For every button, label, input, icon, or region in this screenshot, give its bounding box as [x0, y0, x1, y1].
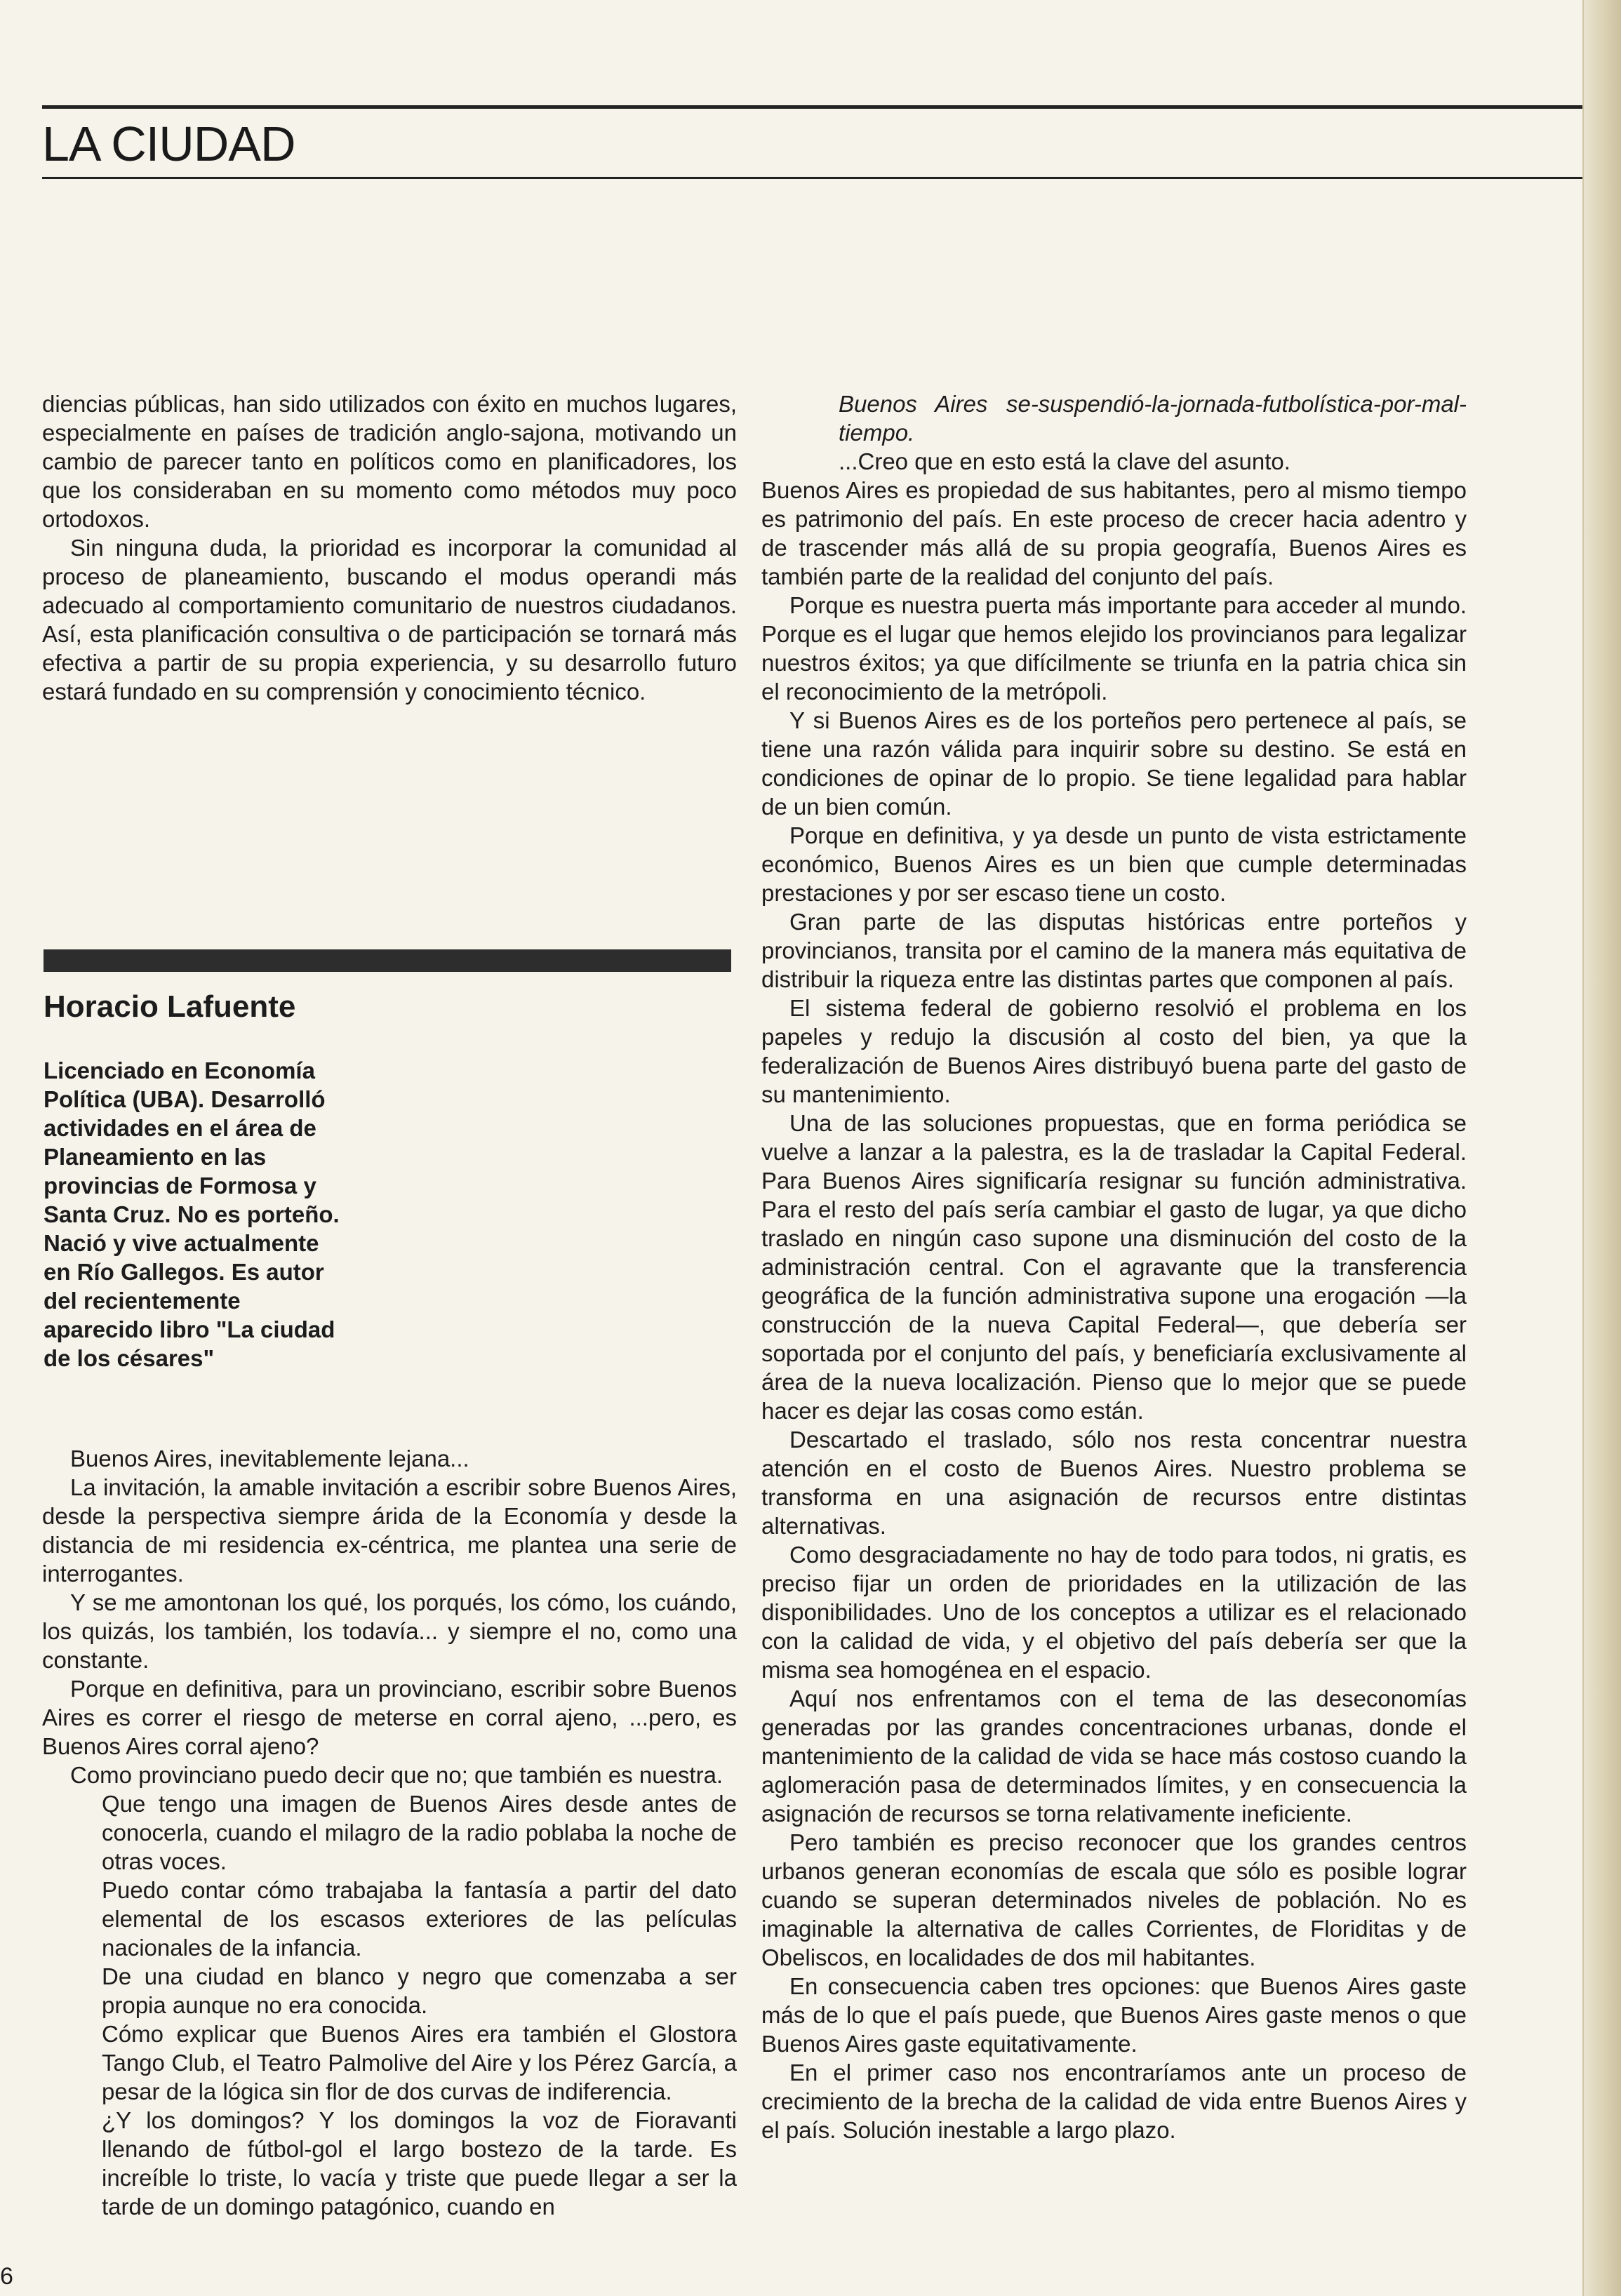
author-divider-bar — [44, 949, 731, 972]
page-edge-fold — [1582, 0, 1621, 2296]
author-bio: Licenciado en Economía Política (UBA). Desarrolló actividades en el área de Planeamiento en las provincias de Formosa y Santa Cruz. No es porteño. Nació y vive actualmente en Río Gallegos. Es autor del recientemente aparecido libro "La ciudad de los césares" — [44, 1057, 340, 1371]
paragraph: La invitación, la amable invitación a escribir sobre Buenos Aires, desde la perspectiva siempre árida de la Economía y desde la distancia de mi residencia ex-céntrica, me plantea una serie de interrogantes. — [42, 1474, 737, 1587]
header-top-rule — [42, 105, 1582, 109]
header-bottom-rule — [42, 177, 1582, 179]
paragraph: Buenos Aires es propiedad de sus habitantes, pero al mismo tiempo es patrimonio del país. En este proceso de crecer hacia adentro y de trascender más allá de su propia geografía, Buenos Aires es también parte de la realidad del conjunto del país. — [761, 477, 1467, 589]
paragraph: Puedo contar cómo trabajaba la fantasía a partir del dato elemental de los escasos exteriores de las películas nacionales de la infancia. — [102, 1877, 737, 1961]
paragraph: Una de las soluciones propuestas, que en forma periódica se vuelve a lanzar a la palestra, es la de trasladar la Capital Federal. Para Buenos Aires significaría resignar su función administrativa. Para el resto del país sería cambiar el gasto de lugar, ya que dicho traslado en ningún caso supone una disminución del costo de la administración central. Con el agravante que la transferencia geográfica de la función administrativa supone una erogación —la construcción de la nueva Capital Federal—, que debería ser soportada por el conjunto del país, y beneficiaría exclusivamente al área de la nueva localización. Pienso que lo mejor que se puede hacer es dejar las cosas como están. — [761, 1110, 1467, 1424]
paragraph: Que tengo una imagen de Buenos Aires desde antes de conocerla, cuando el milagro de la radio poblaba la noche de otras voces. — [102, 1791, 737, 1874]
paragraph: Pero también es preciso reconocer que los grandes centros urbanos generan economías de escala que sólo es posible lograr cuando se superan determinados niveles de población. No es imaginable la alternativa de calles Corrientes, de Floriditas y de Obeliscos, en localidades de dos mil habitantes. — [761, 1829, 1467, 1970]
section-title: LA CIUDAD — [42, 116, 295, 171]
paragraph: Porque en definitiva, y ya desde un punto de vista estrictamente económico, Buenos Aires es un bien que cumple determinadas prestaciones y por ser escaso tiene un costo. — [761, 822, 1467, 906]
paragraph: Porque en definitiva, para un provinciano, escribir sobre Buenos Aires es correr el riesgo de meterse en corral ajeno, ...pero, es Buenos Aires corral ajeno? — [42, 1676, 737, 1759]
paragraph: Y si Buenos Aires es de los porteños pero pertenece al país, se tiene una razón válida para inquirir sobre su destino. Se está en condiciones de opinar de lo propio. Se tiene legalidad para hablar de un bien común. — [761, 707, 1467, 820]
paragraph: En consecuencia caben tres opciones: que Buenos Aires gaste más de lo que el país puede, que Buenos Aires gaste menos o que Buenos Aires gaste equitativamente. — [761, 1973, 1467, 2057]
paragraph-italic: Buenos Aires se-suspendió-la-jornada-futbolística-por-mal-tiempo. — [839, 391, 1467, 446]
paragraph: Cómo explicar que Buenos Aires era también el Glostora Tango Club, el Teatro Palmolive del Aire y los Pérez García, a pesar de la lógica sin flor de dos curvas de indiferencia. — [102, 2021, 737, 2104]
author-name: Horacio Lafuente — [44, 989, 296, 1024]
paragraph: Buenos Aires, inevitablemente lejana... — [70, 1446, 469, 1471]
column-left-top — [42, 389, 737, 706]
paragraph: Porque es nuestra puerta más importante para acceder al mundo. Porque es el lugar que hemos elejido los provincianos para legalizar nuestros éxitos; ya que difícilmente se triunfa en la patria chica sin el reconocimiento de la metrópoli. — [761, 592, 1467, 705]
paragraph: Como desgraciadamente no hay de todo para todos, ni gratis, es preciso fijar un orden de prioridades en la utilización de las disponibilidades. Uno de los conceptos a utilizar es el relacionado con la calidad de vida, y el objetivo del país debería ser que la misma sea homogénea en el espacio. — [761, 1542, 1467, 1683]
paragraph: El sistema federal de gobierno resolvió el problema en los papeles y redujo la discusión al costo del bien, ya que la federalización de Buenos Aires distribuyó buena parte del gasto de su mantenimiento. — [761, 995, 1467, 1107]
column-right — [761, 389, 1467, 2144]
paragraph: Y se me amontonan los qué, los porqués, los cómo, los cuándo, los quizás, los también, los todavía... y siempre el no, como una constante. — [42, 1589, 737, 1673]
paragraph: En el primer caso nos encontraríamos ante un proceso de crecimiento de la brecha de la calidad de vida entre Buenos Aires y el país. Solución inestable a largo plazo. — [761, 2060, 1467, 2143]
paragraph: Como provinciano puedo decir que no; que también es nuestra. — [70, 1762, 723, 1788]
paragraph: Aquí nos enfrentamos con el tema de las deseconomías generadas por las grandes concentraciones urbanas, donde el mantenimiento de la calidad de vida se hace más costoso cuando la aglomeración pasa de determinados límites, y en consecuencia la asignación de recursos se torna relativamente ineficiente. — [761, 1686, 1467, 1827]
paragraph: Gran parte de las disputas históricas entre porteños y provincianos, transita por el camino de la manera más equitativa de distribuir la riqueza entre las distintas partes que componen al país. — [761, 909, 1467, 992]
paragraph: Descartado el traslado, sólo nos resta concentrar nuestra atención en el costo de Buenos Aires. Nuestro problema se transforma en una asignación de recursos entre distintas alternativas. — [761, 1427, 1467, 1539]
paragraph: diencias públicas, han sido utilizados con éxito en muchos lugares, especialmente en países de tradición anglo-sajona, motivando un cambio de parecer tanto en políticos como en planificadores, los que los consideraban en su momento como métodos muy poco ortodoxos. — [42, 391, 737, 532]
page-number: 6 — [0, 2263, 13, 2290]
paragraph: ...Creo que en esto está la clave del asunto. — [839, 448, 1290, 474]
paragraph: De una ciudad en blanco y negro que comenzaba a ser propia aunque no era conocida. — [102, 1963, 737, 2018]
paragraph: ¿Y los domingos? Y los domingos la voz de Fioravanti llenando de fútbol-gol el largo bostezo de la tarde. Es increíble lo triste, lo vacía y triste que puede llegar a ser la tarde de un domingo patagónico, cuando en — [102, 2107, 737, 2220]
column-left-bottom — [42, 1444, 737, 2221]
paragraph: Sin ninguna duda, la prioridad es incorporar la comunidad al proceso de planeamiento, buscando el modus operandi más adecuado al comportamiento comunitario de nuestros ciudadanos. Así, esta planificación consultiva o de participación se tornará más efectiva a partir de su propia experiencia, y su desarrollo futuro estará fundado en su comprensión y conocimiento técnico. — [42, 535, 737, 705]
